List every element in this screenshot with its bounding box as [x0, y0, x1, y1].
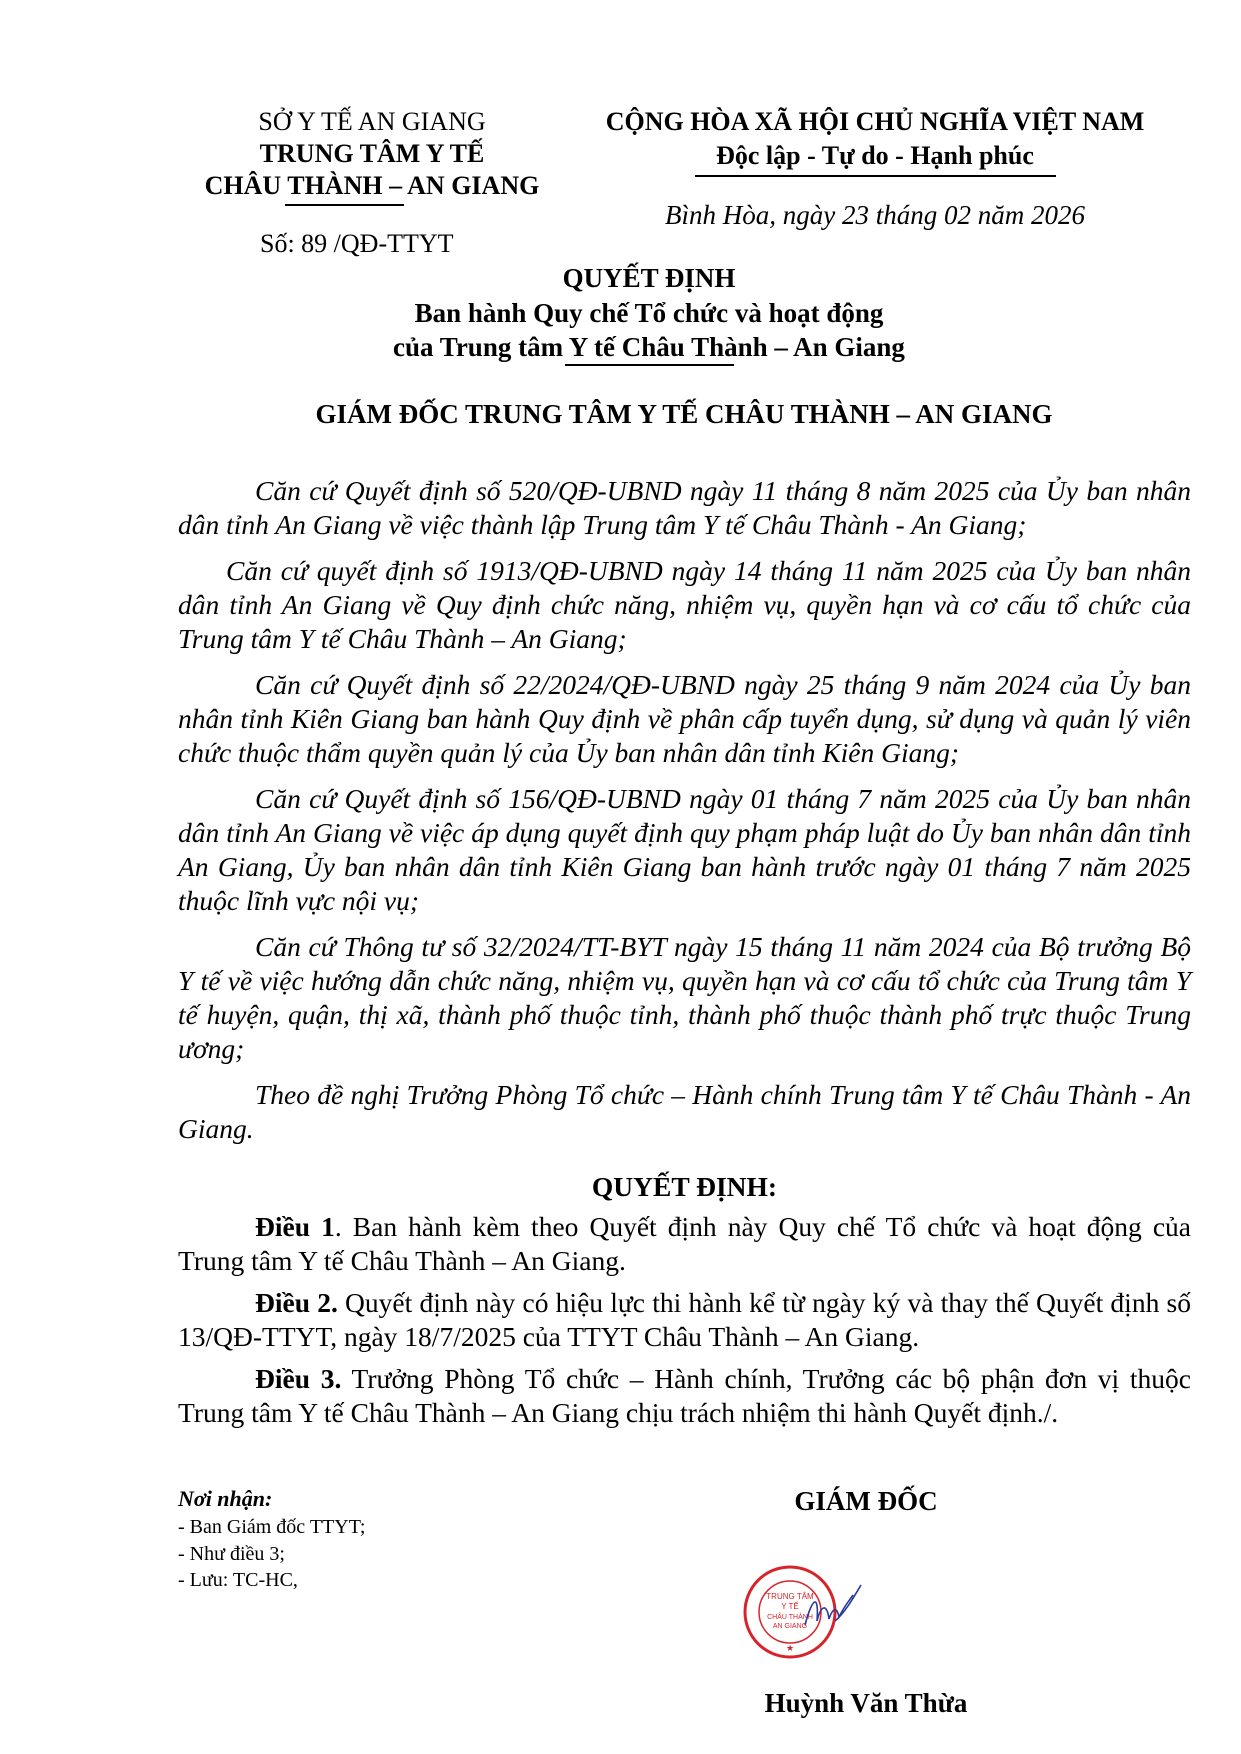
article-text: Quyết định này có hiệu lực thi hành kể từ ngày ký và thay thế Quyết định số 13/QĐ-TTYT, ngày 18/7/2025 của TTYT Châu Thành – An Giang.: [178, 1287, 1191, 1352]
article-text: . Ban hành kèm theo Quyết định này Quy chế Tổ chức và hoạt động của Trung tâm Y tế Châu Thành – An Giang.: [178, 1211, 1192, 1276]
document-number: Số: 89 /QĐ-TTYT: [260, 229, 454, 258]
agency-location: CHÂU THÀNH – AN GIANG: [204, 171, 540, 200]
title-rule: [565, 364, 734, 366]
preamble-item: Căn cứ Quyết định số 520/QĐ-UBND ngày 11 tháng 8 năm 2025 của Ủy ban nhân dân tỉnh An Giang về việc thành lập Trung tâm Y tế Châu Thành - An Giang;: [178, 475, 1191, 540]
recipients: [178, 1484, 365, 1594]
preamble-item: Căn cứ quyết định số 1913/QĐ-UBND ngày 14 tháng 11 năm 2025 của Ủy ban nhân dân tỉnh An Giang về Quy định chức năng, nhiệm vụ, quyền hạn và cơ cấu tổ chức của Trung tâm Y tế Châu Thành – An Giang;: [178, 555, 1191, 654]
motto-rule: [695, 175, 1056, 177]
signer-name: Huỳnh Văn Thừa: [764, 1688, 968, 1718]
nation-title: CỘNG HÒA XÃ HỘI CHỦ NGHĨA VIỆT NAM: [605, 107, 1145, 136]
department-name: SỞ Y TẾ AN GIANG: [258, 107, 486, 136]
header-left: [172, 106, 572, 202]
official-stamp-and-signature: [735, 1555, 895, 1670]
issuing-authority: GIÁM ĐỐC TRUNG TÂM Y TẾ CHÂU THÀNH – AN GIANG: [315, 399, 1053, 429]
preamble: [178, 474, 1191, 1158]
svg-text:AN GIANG: AN GIANG: [772, 1623, 808, 1630]
preamble-item: Căn cứ Quyết định số 22/2024/QĐ-UBND ngày 25 tháng 9 năm 2024 của Ủy ban nhân tỉnh Kiên Giang ban hành Quy định về phân cấp tuyển dụng, sử dụng và quản lý viên chức thuộc thẩm quyền quản lý của Ủy ban nhân dân tỉnh Kiên Giang;: [178, 669, 1191, 768]
recipient-item: - Ban Giám đốc TTYT;: [178, 1516, 366, 1538]
article-2: [178, 1286, 1191, 1354]
article-label: Điều 1: [255, 1211, 335, 1242]
recipient-item: - Như điều 3;: [178, 1542, 285, 1565]
article-3: [178, 1362, 1191, 1430]
article-label: Điều 3.: [255, 1363, 342, 1394]
article-label: Điều 2.: [255, 1287, 338, 1318]
document-subject-line1: Ban hành Quy chế Tổ chức và hoạt động: [414, 298, 884, 328]
national-motto: Độc lập - Tự do - Hạnh phúc: [716, 141, 1034, 170]
stamp-icon: [745, 1567, 835, 1657]
svg-text:★: ★: [785, 1643, 795, 1653]
agency-name: TRUNG TÂM Y TẾ: [259, 139, 485, 168]
place-date: Bình Hòa, ngày 23 tháng 02 năm 2026: [665, 200, 1085, 230]
recipients-heading: Nơi nhận:: [178, 1486, 273, 1511]
svg-text:TRUNG TÂM: TRUNG TÂM: [766, 1592, 814, 1601]
preamble-item: Theo đề nghị Trưởng Phòng Tổ chức – Hành chính Trung tâm Y tế Châu Thành - An Giang.: [178, 1079, 1191, 1144]
article-1: [178, 1210, 1191, 1278]
preamble-item: Căn cứ Thông tư số 32/2024/TT-BYT ngày 15 tháng 11 năm 2024 của Bộ trưởng Bộ Y tế về việc hướng dẫn chức năng, nhiệm vụ, quyền hạn và cơ cấu tổ chức của Trung tâm Y tế huyện, quận, thị xã, thành phố thuộc tỉnh, thành phố thuộc thành phố trực thuộc Trung ương;: [178, 931, 1191, 1064]
article-text: Trưởng Phòng Tổ chức – Hành chính, Trưởng các bộ phận đơn vị thuộc Trung tâm Y tế Châu Thành – An Giang chịu trách nhiệm thi hành Quyết định./.: [178, 1363, 1191, 1428]
decision-heading: QUYẾT ĐỊNH:: [591, 1171, 778, 1202]
signer-title: GIÁM ĐỐC: [794, 1486, 938, 1516]
decision-section: [178, 1170, 1191, 1438]
svg-text:CHÂU THÀNH: CHÂU THÀNH: [767, 1614, 813, 1621]
document-type: QUYẾT ĐỊNH: [562, 263, 736, 293]
document-subject-line2: của Trung tâm Y tế Châu Thành – An Giang: [393, 332, 905, 362]
preamble-item: Căn cứ Quyết định số 156/QĐ-UBND ngày 01 tháng 7 năm 2025 của Ủy ban nhân dân tỉnh An Giang về việc áp dụng quyết định quy phạm pháp luật do Ủy ban nhân dân tỉnh An Giang, Ủy ban nhân dân tỉnh Kiên Giang ban hành trước ngày 01 tháng 7 năm 2025 thuộc lĩnh vực nội vụ;: [178, 783, 1191, 916]
svg-text:Y TẾ: Y TẾ: [781, 1602, 799, 1611]
left-header-rule: [285, 204, 404, 206]
recipient-item: - Lưu: TC-HC,: [178, 1569, 298, 1591]
